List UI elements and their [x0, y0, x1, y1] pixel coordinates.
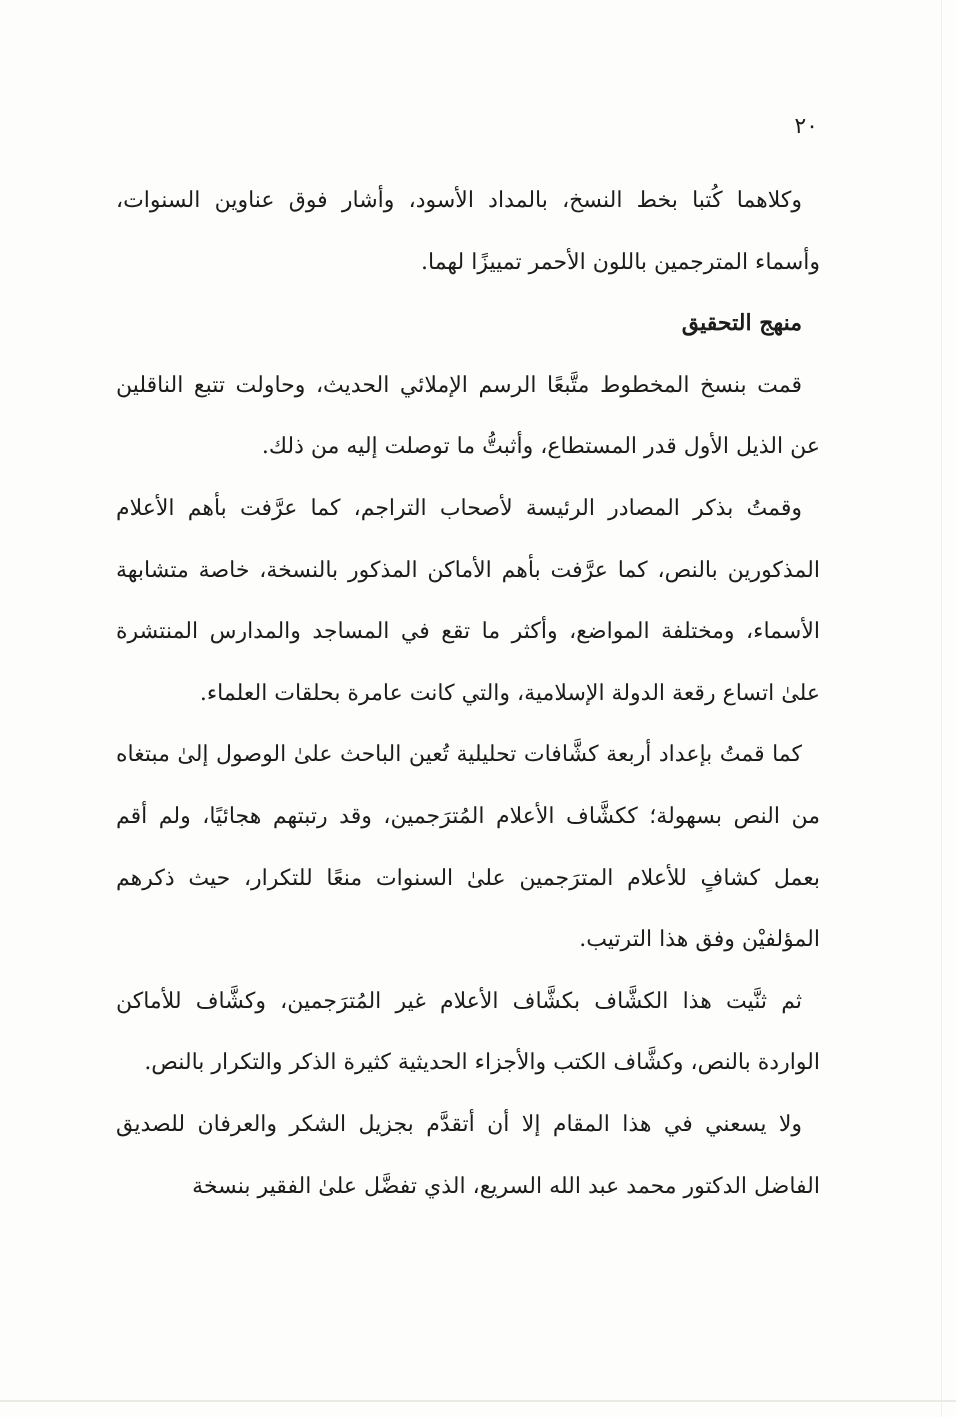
- page-bottom-edge: [0, 1400, 956, 1402]
- paragraph-additional-indexes: ثم ثنَّيت هذا الكشَّاف بكشَّاف الأعلام غير المُترَجمين، وكشَّاف للأماكن الواردة بالنص، وكشَّاف الكتب والأجزاء الحديثية كثيرة الذكر والتكرار بالنص.: [116, 988, 820, 1076]
- body-text: [116, 170, 820, 1217]
- section-heading: منهج التحقيق: [681, 310, 802, 337]
- paragraph-indexes: كما قمتُ بإعداد أربعة كشَّافات تحليلية تُعين الباحث علىٰ الوصول إلىٰ مبتغاه من النص بسهولة؛ ككشَّاف الأعلام المُترَجمين، وقد رتبتهم هجائيًا، ولم أقم بعمل كشافٍ للأعلام المترَجمين علىٰ السنوات منعًا للتكرار، حيث ذكرهم المؤلفيْن وفق هذا الترتيب.: [116, 742, 820, 953]
- paragraph-copying-method: قمت بنسخ المخطوط متَّبعًا الرسم الإملائي الحديث، وحاولت تتبع الناقلين عن الذيل الأول قدر المستطاع، وأثبتُّ ما توصلت إليه من ذلك.: [116, 372, 820, 460]
- paragraph-sources: وقمتُ بذكر المصادر الرئيسة لأصحاب التراجم، كما عرَّفت بأهم الأعلام المذكورين بالنص، كما عرَّفت بأهم الأماكن المذكور بالنسخة، خاصة متشابهة الأسماء، ومختلفة المواضع، وأكثر ما تقع في المساجد والمدارس المنتشرة علىٰ اتساع رقعة الدولة الإسلامية، والتي كانت عامرة بحلقات العلماء.: [116, 495, 820, 706]
- page-number: ٢٠: [794, 114, 818, 139]
- page-right-edge: [941, 0, 942, 1417]
- paragraph-acknowledgement: ولا يسعني في هذا المقام إلا أن أتقدَّم بجزيل الشكر والعرفان للصديق الفاضل الدكتور محمد عبد الله السريع، الذي تفضَّل علىٰ الفقير بنسخة: [116, 1111, 820, 1199]
- paragraph-manuscript-description: وكلاهما كُتبا بخط النسخ، بالمداد الأسود، وأشار فوق عناوين السنوات، وأسماء المترجمين باللون الأحمر تمييزًا لهما.: [116, 188, 820, 275]
